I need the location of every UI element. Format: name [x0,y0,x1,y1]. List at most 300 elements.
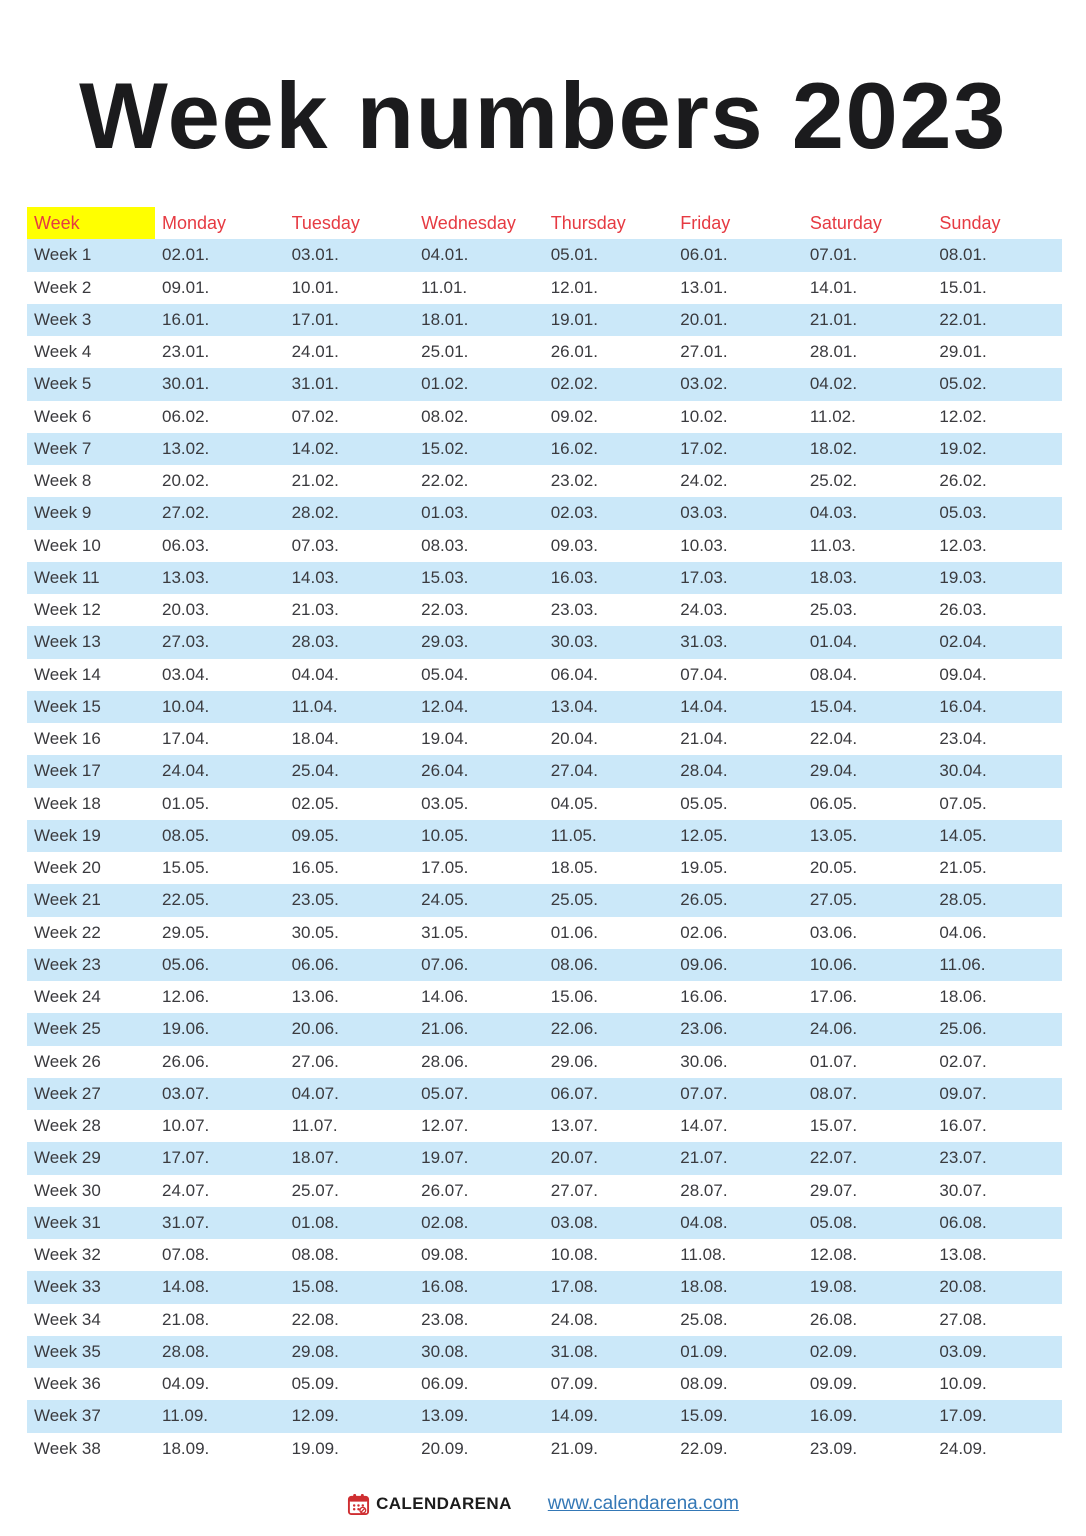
table-header-row [27,207,1062,239]
week-label: Week 32 [34,1245,101,1265]
date-cell: 20.09. [421,1438,469,1458]
date-cell: 27.06. [291,1051,339,1071]
date-cell: 21.01. [809,309,858,329]
brand-name: CALENDARENA [376,1494,512,1513]
date-cell: 10.08. [550,1245,598,1265]
date-cell: 07.06. [421,954,469,974]
date-cell: 07.07. [680,1083,728,1103]
date-cell: 06.07. [550,1083,598,1103]
date-cell: 20.02. [162,471,210,491]
date-cell: 17.09. [939,1406,987,1426]
week-label: Week 34 [34,1309,101,1329]
date-cell: 19.01. [550,309,598,329]
week-numbers-table [27,207,1062,1465]
column-header-thursday: Thursday [550,212,626,233]
footer [0,1484,1086,1524]
table-row [27,691,1062,723]
date-cell: 27.03. [162,632,210,652]
table-row [27,562,1062,594]
date-cell: 16.01. [162,309,210,329]
date-cell: 21.05. [939,858,987,878]
date-cell: 15.09. [680,1406,728,1426]
date-cell: 10.07. [162,1116,210,1136]
table-row [27,626,1062,658]
date-cell: 27.01. [680,342,728,362]
date-cell: 21.04. [680,729,728,749]
table-row [27,981,1062,1013]
date-cell: 06.05. [809,793,858,813]
date-cell: 04.01. [421,245,469,265]
date-cell: 23.01. [162,342,210,362]
date-cell: 03.05. [421,793,469,813]
date-cell: 18.03. [809,567,858,587]
week-label: Week 26 [34,1051,101,1071]
date-cell: 10.05. [421,825,469,845]
table-row [27,755,1062,787]
date-cell: 09.06. [680,954,728,974]
date-cell: 16.04. [939,696,987,716]
date-cell: 13.06. [291,987,339,1007]
date-cell: 20.08. [939,1277,987,1297]
week-label: Week 31 [34,1212,101,1232]
date-cell: 28.07. [680,1180,728,1200]
date-cell: 06.09. [421,1374,469,1394]
table-row [27,820,1062,852]
table-row [27,1046,1062,1078]
date-cell: 09.09. [809,1374,858,1394]
date-cell: 05.08. [809,1212,858,1232]
date-cell: 17.04. [162,729,210,749]
date-cell: 12.09. [291,1406,339,1426]
table-row [27,723,1062,755]
table-row [27,1336,1062,1368]
table-row [27,594,1062,626]
date-cell: 13.03. [162,567,210,587]
date-cell: 09.03. [550,535,598,555]
date-cell: 09.08. [421,1245,469,1265]
date-cell: 29.05. [162,922,210,942]
date-cell: 12.07. [421,1116,469,1136]
date-cell: 16.08. [421,1277,469,1297]
date-cell: 07.05. [939,793,987,813]
date-cell: 14.04. [680,696,728,716]
date-cell: 03.06. [809,922,858,942]
week-label: Week 10 [34,535,101,555]
date-cell: 14.07. [680,1116,728,1136]
week-label: Week 27 [34,1083,101,1103]
table-row [27,1271,1062,1303]
week-label: Week 35 [34,1341,101,1361]
week-label: Week 2 [34,277,92,297]
date-cell: 11.09. [162,1406,209,1426]
date-cell: 09.07. [939,1083,987,1103]
date-cell: 21.03. [291,600,339,620]
date-cell: 08.02. [421,406,469,426]
date-cell: 28.01. [809,342,858,362]
week-label: Week 11 [34,567,100,587]
date-cell: 03.07. [162,1083,210,1103]
date-cell: 14.08. [162,1277,210,1297]
date-cell: 18.04. [291,729,339,749]
date-cell: 19.03. [939,567,987,587]
column-header-week: Week [27,207,155,239]
date-cell: 12.08. [809,1245,858,1265]
date-cell: 21.02. [291,471,339,491]
date-cell: 02.05. [291,793,339,813]
date-cell: 21.09. [550,1438,598,1458]
calendar-icon [347,1493,370,1516]
date-cell: 02.04. [939,632,987,652]
date-cell: 26.06. [162,1051,210,1071]
table-row [27,465,1062,497]
date-cell: 15.07. [809,1116,858,1136]
date-cell: 22.04. [809,729,858,749]
week-label: Week 37 [34,1406,101,1426]
date-cell: 04.02. [809,374,858,394]
table-row [27,659,1062,691]
date-cell: 30.01. [162,374,210,394]
date-cell: 18.09. [162,1438,210,1458]
date-cell: 22.08. [291,1309,339,1329]
table-row [27,1207,1062,1239]
date-cell: 23.06. [680,1019,728,1039]
date-cell: 29.04. [809,761,858,781]
table-row [27,884,1062,916]
date-cell: 31.03. [680,632,728,652]
column-header-friday: Friday [680,212,731,233]
date-cell: 23.05. [291,890,339,910]
week-label: Week 1 [34,245,92,265]
date-cell: 26.04. [421,761,469,781]
date-cell: 08.03. [421,535,469,555]
week-label: Week 6 [34,406,92,426]
date-cell: 01.03. [421,503,469,523]
table-row [27,917,1062,949]
date-cell: 23.03. [550,600,598,620]
date-cell: 02.01. [162,245,210,265]
date-cell: 08.05. [162,825,210,845]
date-cell: 15.06. [550,987,598,1007]
date-cell: 10.02. [680,406,728,426]
table-row [27,368,1062,400]
date-cell: 07.01. [809,245,858,265]
date-cell: 15.01. [939,277,987,297]
date-cell: 08.09. [680,1374,728,1394]
date-cell: 18.07. [291,1148,339,1168]
date-cell: 03.01. [291,245,339,265]
week-label: Week 23 [34,954,101,974]
week-label: Week 19 [34,825,101,845]
date-cell: 29.01. [939,342,987,362]
week-label: Week 17 [34,761,101,781]
date-cell: 17.06. [809,987,858,1007]
week-label: Week 5 [34,374,92,394]
date-cell: 20.06. [291,1019,339,1039]
column-header-tuesday: Tuesday [291,212,360,233]
date-cell: 07.09. [550,1374,598,1394]
date-cell: 19.08. [809,1277,858,1297]
date-cell: 26.07. [421,1180,469,1200]
date-cell: 20.03. [162,600,210,620]
week-label: Week 15 [34,696,101,716]
date-cell: 15.02. [421,438,469,458]
date-cell: 22.07. [809,1148,858,1168]
table-row [27,1239,1062,1271]
table-row [27,1175,1062,1207]
table-row [27,1110,1062,1142]
date-cell: 24.04. [162,761,210,781]
table-row [27,401,1062,433]
date-cell: 17.01. [291,309,339,329]
date-cell: 01.07. [809,1051,858,1071]
week-label: Week 36 [34,1374,101,1394]
week-label: Week 28 [34,1116,101,1136]
date-cell: 12.05. [680,825,728,845]
date-cell: 16.02. [550,438,598,458]
date-cell: 06.08. [939,1212,987,1232]
date-cell: 24.07. [162,1180,210,1200]
date-cell: 25.01. [421,342,469,362]
date-cell: 07.04. [680,664,728,684]
week-label: Week 7 [34,438,92,458]
date-cell: 09.01. [162,277,210,297]
date-cell: 08.01. [939,245,987,265]
week-label: Week 14 [34,664,101,684]
date-cell: 13.02. [162,438,210,458]
table-row [27,1013,1062,1045]
date-cell: 21.08. [162,1309,210,1329]
week-label: Week 21 [34,890,101,910]
date-cell: 02.07. [939,1051,987,1071]
date-cell: 02.02. [550,374,598,394]
date-cell: 31.05. [421,922,469,942]
date-cell: 08.08. [291,1245,339,1265]
date-cell: 14.09. [550,1406,598,1426]
date-cell: 06.03. [162,535,210,555]
date-cell: 15.05. [162,858,210,878]
date-cell: 31.08. [550,1341,598,1361]
date-cell: 02.06. [680,922,728,942]
date-cell: 09.05. [291,825,339,845]
date-cell: 05.04. [421,664,469,684]
date-cell: 10.06. [809,954,858,974]
week-label: Week 3 [34,309,92,329]
date-cell: 05.07. [421,1083,469,1103]
date-cell: 14.05. [939,825,987,845]
date-cell: 15.03. [421,567,469,587]
date-cell: 15.04. [809,696,858,716]
date-cell: 25.04. [291,761,339,781]
date-cell: 29.06. [550,1051,598,1071]
date-cell: 27.07. [550,1180,598,1200]
week-label: Week 25 [34,1019,101,1039]
date-cell: 10.03. [680,535,728,555]
table-row [27,272,1062,304]
table-row [27,239,1062,271]
date-cell: 16.07. [939,1116,987,1136]
date-cell: 22.02. [421,471,469,491]
date-cell: 21.07. [680,1148,728,1168]
date-cell: 26.02. [939,471,987,491]
date-cell: 04.05. [550,793,598,813]
date-cell: 16.09. [809,1406,858,1426]
date-cell: 31.01. [291,374,339,394]
week-label: Week 33 [34,1277,101,1297]
date-cell: 17.02. [680,438,728,458]
date-cell: 01.09. [680,1341,728,1361]
date-cell: 22.06. [550,1019,598,1039]
date-cell: 07.03. [291,535,339,555]
website-link[interactable]: www.calendarena.com [547,1493,739,1514]
date-cell: 25.07. [291,1180,339,1200]
date-cell: 30.06. [680,1051,728,1071]
column-header-saturday: Saturday [809,212,882,233]
date-cell: 27.02. [162,503,210,523]
date-cell: 03.04. [162,664,210,684]
date-cell: 16.05. [291,858,339,878]
date-cell: 18.06. [939,987,987,1007]
column-header-sunday: Sunday [939,212,1001,233]
date-cell: 17.07. [162,1148,210,1168]
date-cell: 12.03. [939,535,987,555]
date-cell: 30.07. [939,1180,987,1200]
table-row [27,949,1062,981]
date-cell: 06.01. [680,245,728,265]
date-cell: 01.05. [162,793,210,813]
date-cell: 12.01. [550,277,598,297]
date-cell: 11.05. [550,825,597,845]
date-cell: 13.08. [939,1245,987,1265]
table-row [27,788,1062,820]
date-cell: 06.04. [550,664,598,684]
week-label: Week 16 [34,729,101,749]
date-cell: 28.02. [291,503,339,523]
date-cell: 11.03. [809,535,856,555]
date-cell: 31.07. [162,1212,210,1232]
date-cell: 08.04. [809,664,858,684]
date-cell: 17.08. [550,1277,598,1297]
date-cell: 04.06. [939,922,987,942]
date-cell: 02.08. [421,1212,469,1232]
date-cell: 12.06. [162,987,210,1007]
date-cell: 02.03. [550,503,598,523]
date-cell: 11.07. [291,1116,338,1136]
week-label: Week 13 [34,632,101,652]
date-cell: 30.04. [939,761,987,781]
date-cell: 13.04. [550,696,598,716]
date-cell: 27.08. [939,1309,987,1329]
week-label: Week 22 [34,922,101,942]
page-title: Week numbers 2023 [79,63,1007,168]
date-cell: 29.03. [421,632,469,652]
date-cell: 13.01. [680,277,728,297]
week-label: Week 18 [34,793,101,813]
week-label: Week 12 [34,600,101,620]
date-cell: 27.04. [550,761,598,781]
date-cell: 05.03. [939,503,987,523]
date-cell: 21.06. [421,1019,469,1039]
date-cell: 24.09. [939,1438,987,1458]
date-cell: 25.06. [939,1019,987,1039]
date-cell: 29.07. [809,1180,858,1200]
date-cell: 25.08. [680,1309,728,1329]
date-cell: 18.01. [421,309,469,329]
date-cell: 04.03. [809,503,858,523]
date-cell: 27.05. [809,890,858,910]
date-cell: 28.08. [162,1341,210,1361]
date-cell: 18.08. [680,1277,728,1297]
date-cell: 13.05. [809,825,858,845]
date-cell: 23.09. [809,1438,858,1458]
date-cell: 14.03. [291,567,339,587]
date-cell: 03.03. [680,503,728,523]
date-cell: 05.06. [162,954,210,974]
table-row [27,852,1062,884]
week-label: Week 9 [34,503,92,523]
date-cell: 06.02. [162,406,210,426]
date-cell: 01.06. [550,922,598,942]
date-cell: 20.05. [809,858,858,878]
date-cell: 19.09. [291,1438,339,1458]
date-cell: 09.04. [939,664,987,684]
date-cell: 01.08. [291,1212,339,1232]
date-cell: 19.06. [162,1019,210,1039]
date-cell: 09.02. [550,406,598,426]
week-label: Week 29 [34,1148,101,1168]
date-cell: 23.07. [939,1148,987,1168]
table-row [27,1368,1062,1400]
date-cell: 22.05. [162,890,210,910]
date-cell: 26.05. [680,890,728,910]
date-cell: 01.02. [421,374,469,394]
date-cell: 26.01. [550,342,598,362]
date-cell: 16.03. [550,567,598,587]
date-cell: 10.04. [162,696,210,716]
table-row [27,304,1062,336]
date-cell: 18.02. [809,438,858,458]
table-row [27,1078,1062,1110]
date-cell: 25.05. [550,890,598,910]
date-cell: 18.05. [550,858,598,878]
date-cell: 28.05. [939,890,987,910]
table-row [27,530,1062,562]
date-cell: 13.09. [421,1406,469,1426]
date-cell: 05.05. [680,793,728,813]
table-row [27,497,1062,529]
date-cell: 04.04. [291,664,339,684]
date-cell: 11.02. [809,406,856,426]
table-body [27,239,1062,1465]
date-cell: 10.01. [291,277,339,297]
week-label: Week 20 [34,858,101,878]
date-cell: 14.06. [421,987,469,1007]
table-row [27,1304,1062,1336]
date-cell: 19.07. [421,1148,469,1168]
column-header-monday: Monday [162,212,227,233]
date-cell: 25.02. [809,471,858,491]
date-cell: 23.08. [421,1309,469,1329]
date-cell: 12.02. [939,406,987,426]
date-cell: 30.05. [291,922,339,942]
date-cell: 20.04. [550,729,598,749]
date-cell: 22.03. [421,600,469,620]
date-cell: 10.09. [939,1374,987,1394]
week-label: Week 30 [34,1180,101,1200]
date-cell: 14.01. [809,277,858,297]
date-cell: 04.09. [162,1374,210,1394]
date-cell: 04.08. [680,1212,728,1232]
date-cell: 24.06. [809,1019,858,1039]
